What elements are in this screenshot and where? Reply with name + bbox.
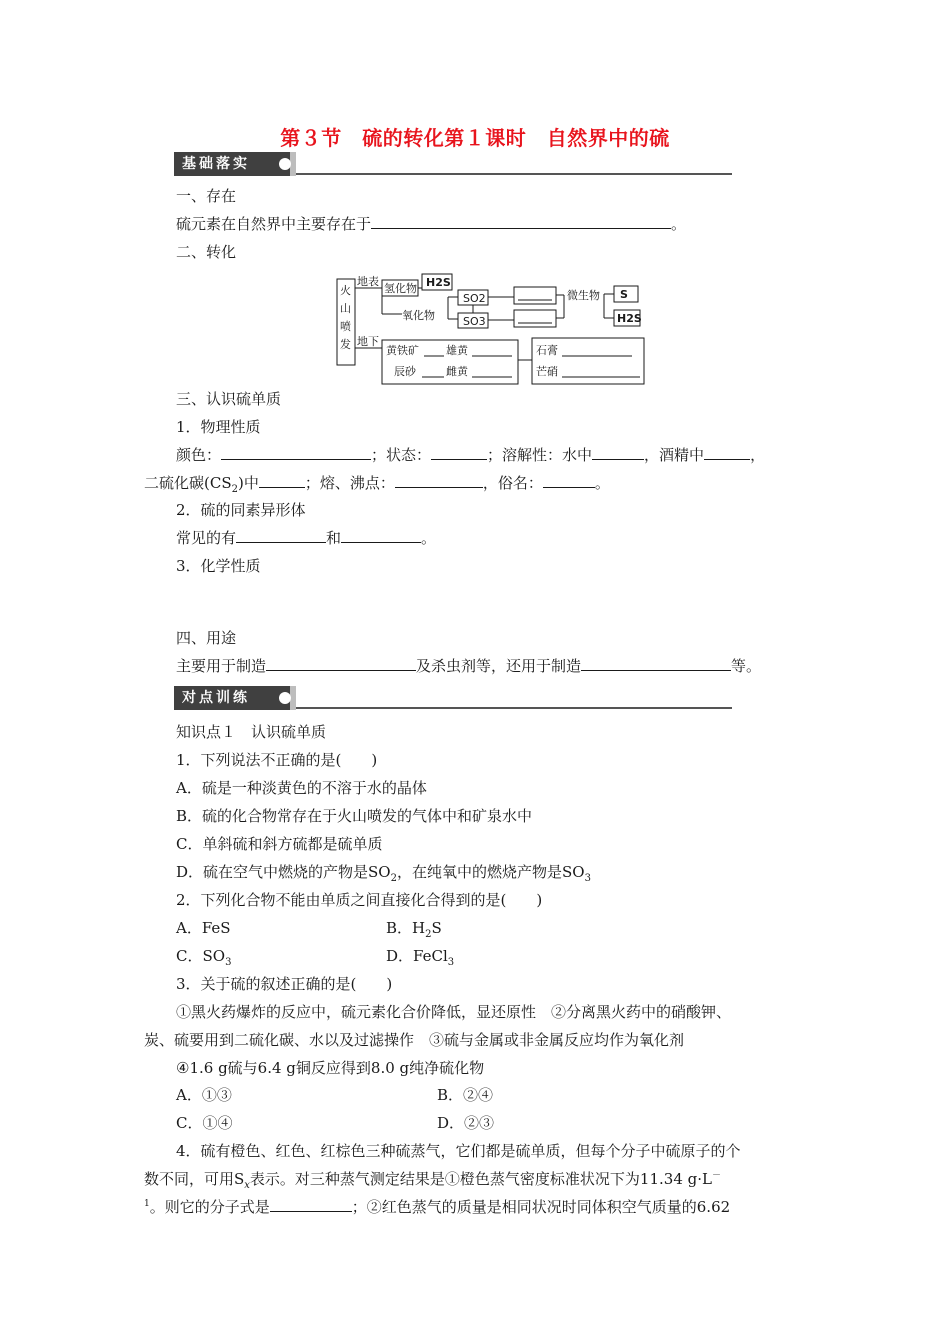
blank-molecular-formula[interactable] — [270, 1196, 352, 1212]
uses-text-1: 主要用于制造 — [176, 657, 267, 675]
label-nickname: ，俗名： — [482, 474, 543, 492]
existence-text: 硫元素在自然界中主要存在于 — [176, 215, 372, 233]
blank-cs2[interactable] — [259, 472, 305, 488]
subscript: 3 — [447, 957, 455, 968]
uses-text-2: 及杀虫剂等，还用于制造 — [416, 657, 582, 675]
label-hydride: 氢化物 — [384, 282, 417, 295]
answer-blank[interactable] — [371, 213, 671, 229]
option-text: C．SO — [176, 947, 226, 965]
banner-label: 基础落实 — [174, 152, 296, 176]
option-text: S — [431, 919, 442, 937]
heading-sulfur: 三、认识硫单质 — [176, 390, 282, 408]
option-text: B．H — [386, 919, 426, 937]
q4-line2 — [144, 1168, 721, 1191]
q2-option-d[interactable] — [386, 945, 454, 968]
q1-stem: 1．下列说法不正确的是( ) — [176, 751, 378, 769]
page-title: 第３节 硫的转化第１课时 自然界中的硫 — [280, 126, 670, 150]
banner-rule — [296, 707, 732, 709]
label-common: 常见的有 — [176, 529, 237, 547]
q1-option-b[interactable]: B．硫的化合物常存在于火山喷发的气体中和矿泉水中 — [176, 807, 533, 825]
q3-option-d[interactable]: D．②③ — [437, 1114, 495, 1132]
label-realgar: 雄黄 — [446, 344, 468, 357]
label-melting: ；熔、沸点： — [304, 474, 395, 492]
volcano-char-1: 火 — [340, 284, 351, 297]
blank-state[interactable] — [431, 444, 487, 460]
blank-uses-1[interactable] — [266, 655, 416, 671]
blank-melting[interactable] — [395, 472, 483, 488]
physical-props-line2 — [144, 472, 610, 495]
volcano-char-3: 喷 — [340, 320, 351, 333]
heading-conversion: 二、转化 — [176, 243, 237, 261]
knowledge-point: 知识点１ 认识硫单质 — [176, 723, 327, 741]
label-alcohol: ，酒精中 — [644, 446, 705, 464]
label-microbe: 微生物 — [567, 289, 600, 302]
q4-text: 。则它的分子式是 — [149, 1198, 270, 1216]
label-cinnabar: 辰砂 — [394, 365, 416, 378]
allotrope-line — [176, 527, 436, 548]
label-gypsum: 石膏 — [536, 344, 558, 357]
label-color: 颜色： — [176, 446, 222, 464]
q2-option-c[interactable] — [176, 945, 231, 968]
physical-props-line1 — [176, 444, 765, 465]
conversion-diagram — [336, 272, 646, 386]
q2-stem: 2．下列化合物不能由单质之间直接化合得到的是( ) — [176, 891, 543, 909]
label-solubility: ；溶解性：水中 — [487, 446, 593, 464]
subscript: 3 — [225, 957, 232, 968]
punct: 。 — [671, 215, 687, 233]
blank-water[interactable] — [592, 444, 644, 460]
q3-option-a[interactable]: A．①③ — [176, 1086, 232, 1104]
punct: 。 — [594, 474, 610, 492]
subscript: 2 — [425, 929, 432, 940]
uses-text-3: 等。 — [731, 657, 762, 675]
q3-stem: 3．关于硫的叙述正确的是( ) — [176, 975, 393, 993]
punct: 。 — [421, 529, 437, 547]
label-cs2-end: )中 — [237, 474, 259, 492]
banner-dot-icon — [279, 158, 291, 170]
subscript: 2 — [231, 484, 238, 495]
q1-option-c[interactable]: C．单斜硫和斜方硫都是硫单质 — [176, 835, 383, 853]
heading-existence: 一、存在 — [176, 187, 237, 205]
label-oxide: 氧化物 — [402, 309, 435, 322]
q4-text: 表示。对三种蒸气测定结果是①橙色蒸气密度标准状况下为11.34 g·L — [249, 1170, 712, 1188]
heading-uses: 四、用途 — [176, 629, 237, 647]
subscript: x — [244, 1180, 250, 1191]
formula-s: S — [620, 288, 628, 301]
label-orpiment: 雌黄 — [446, 365, 468, 378]
banner-dot-icon — [279, 692, 291, 704]
q4-line3 — [144, 1196, 730, 1217]
subscript: 2 — [390, 873, 397, 884]
q1-option-d[interactable] — [176, 861, 591, 884]
q4-line1: 4．硫有橙色、红色、红棕色三种硫蒸气，它们都是硫单质，但每个分子中硫原子的个 — [176, 1142, 741, 1160]
label-mirabilite: 芒硝 — [536, 365, 558, 378]
banner-rule — [296, 173, 732, 175]
q3-statement-line3: ④1.6 g硫与6.4 g铜反应得到8.0 g纯净硫化物 — [176, 1059, 485, 1077]
superscript: 1 — [144, 1199, 150, 1209]
formula-h2s-2: H2S — [617, 312, 642, 325]
uses-line — [176, 655, 761, 676]
label-underground: 地下 — [357, 335, 379, 348]
label-and: 和 — [326, 529, 342, 547]
q3-statement-line2: 炭、硫要用到二硫化碳、水以及过滤操作 ③硫与金属或非金属反应均作为氧化剂 — [144, 1031, 685, 1049]
existence-line — [176, 213, 686, 234]
chemical-props-heading: 3．化学性质 — [176, 557, 261, 575]
q3-option-b[interactable]: B．②④ — [437, 1086, 494, 1104]
q4-text: ；②红色蒸气的质量是相同状况时同体积空气质量的6.62 — [351, 1198, 731, 1216]
option-text: ，在纯氧中的燃烧产物是SO — [396, 863, 585, 881]
blank-allotrope-1[interactable] — [236, 527, 326, 543]
label-cs2: 二硫化碳(CS — [144, 474, 232, 492]
label-pyrite: 黄铁矿 — [386, 344, 419, 357]
formula-h2s: H2S — [426, 276, 451, 289]
formula-so2: SO2 — [463, 292, 486, 305]
option-text: D．FeCl — [386, 947, 448, 965]
banner-label: 对点训练 — [174, 686, 296, 710]
punct: ， — [750, 446, 766, 464]
volcano-char-4: 发 — [340, 338, 351, 351]
label-state: ；状态： — [371, 446, 432, 464]
q3-option-c[interactable]: C．①④ — [176, 1114, 233, 1132]
blank-alcohol[interactable] — [704, 444, 750, 460]
q2-option-a[interactable]: A．FeS — [176, 919, 231, 937]
blank-allotrope-2[interactable] — [341, 527, 421, 543]
volcano-char-2: 山 — [340, 302, 351, 315]
allotrope-heading: 2．硫的同素异形体 — [176, 501, 306, 519]
superscript: － — [711, 1171, 721, 1181]
formula-so3: SO3 — [463, 315, 486, 328]
blank-uses-2[interactable] — [581, 655, 731, 671]
subscript: 3 — [584, 873, 591, 884]
label-surface: 地表 — [357, 275, 379, 288]
q4-text: 数不同，可用S — [144, 1170, 245, 1188]
blank-nickname[interactable] — [543, 472, 595, 488]
q1-option-a[interactable]: A．硫是一种淡黄色的不溶于水的晶体 — [176, 779, 427, 797]
q2-option-b[interactable] — [386, 917, 442, 940]
physical-props-heading: 1．物理性质 — [176, 418, 261, 436]
blank-color[interactable] — [221, 444, 371, 460]
q3-statement-line1: ①黑火药爆炸的反应中，硫元素化合价降低，显还原性 ②分离黑火药中的硝酸钾、 — [176, 1003, 732, 1021]
option-text: D．硫在空气中燃烧的产物是SO — [176, 863, 391, 881]
